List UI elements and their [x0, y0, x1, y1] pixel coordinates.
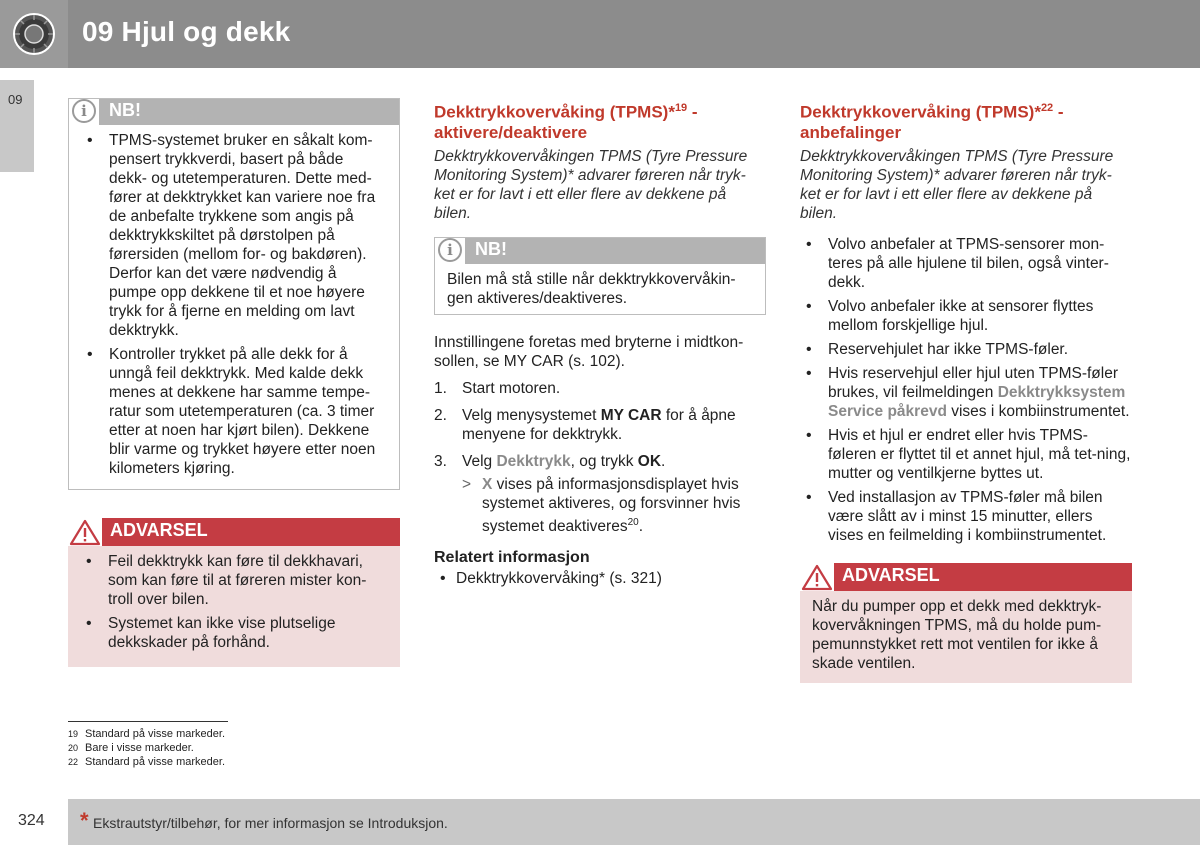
warning-body: [68, 546, 400, 667]
column-middle: [434, 98, 766, 593]
nb-note-box: [434, 237, 766, 315]
warning-title: ADVARSEL: [842, 564, 940, 585]
warning-box: [800, 563, 1132, 683]
footnote: 19 Standard på visse markeder.: [68, 728, 226, 740]
info-icon: i: [435, 238, 465, 264]
steps-list: [434, 379, 766, 471]
footnotes: [68, 727, 225, 769]
section-heading-activate: Dekktrykkovervåking (TPMS)*$^{19}$ - aktivere/deaktivere: [434, 102, 698, 142]
chapter-side-tab-number: 09: [8, 92, 23, 107]
info-icon: i: [69, 99, 99, 125]
recommendations-list: [800, 235, 1132, 545]
recommendation-item: • Volvo anbefaler ikke at sensorer flyttes mellom forskjellige hjul.: [800, 297, 1132, 335]
nb-note-body: [69, 125, 399, 489]
sub-step-result: > X vises på informasjonsdisplayet hvis systemet aktiveres, og forsvinner hvis systemet deaktiveres$^{20}$.: [462, 475, 741, 535]
warning-item: • Systemet kan ikke vise plutselige dekkskader på forhånd.: [80, 614, 386, 652]
related-info-link[interactable]: • Dekktrykkovervåking* (s. 321): [434, 569, 766, 588]
step-item: 1. Start motoren.: [434, 379, 561, 397]
page-number: 324: [18, 812, 45, 829]
footnote: 22 Standard på visse markeder.: [68, 756, 226, 768]
nb-note-header: [69, 99, 399, 125]
warning-header: [68, 518, 400, 546]
nb-note-item: • TPMS-systemet bruker en såkalt kom-pensert trykkverdi, basert på både dekk- og utetemperaturen. Dette med-fører at dekktrykket kan variere noe fra de anbefalte trykkene som angis på dekktrykkskiltet på dørstolpen på førersiden (mellom for- og bakdøren). Derfor kan det være nødvendig å pumpe opp dekkene til et noe høyere trykk for å fjerne en melding om lavt dekktrykk.: [81, 131, 385, 340]
warning-item: • Feil dekktrykk kan føre til dekkhavari, som kan føre til at føreren mister kon-troll over bilen.: [80, 552, 386, 609]
nb-note-box: [68, 98, 400, 490]
footer-note: Ekstrautstyr/tilbehør, for mer informasjon se Introduksjon.: [93, 815, 448, 831]
nb-note-item: • Kontroller trykket på alle dekk for å unngå feil dekktrykk. Med kalde dekk menes at dekkene har samme tempe-ratur som utetemperaturen (ca. 3 timer etter at noen har kjørt bilen). Dekkene blir varme og trykket høyere etter noen kilometers kjøring.: [81, 345, 385, 478]
footnote-divider: [68, 721, 228, 722]
nb-note-header: [435, 238, 765, 264]
settings-text: Innstillingene foretas med bryterne i midtkon-sollen, se MY CAR (s. 102).: [434, 333, 744, 370]
nb-note-title: NB!: [475, 238, 507, 259]
nb-note-title: NB!: [109, 100, 141, 120]
nb-note-text: Bilen må stå stille når dekktrykkovervåkin-gen aktiveres/deaktiveres.: [447, 270, 736, 307]
warning-header: [800, 563, 1132, 591]
column-left: [68, 98, 400, 667]
column-right: [800, 98, 1132, 683]
step-item: 3. Velg Dekktrykk, og trykk OK.: [434, 452, 666, 470]
warning-box: [68, 518, 400, 667]
related-info-heading: Relatert informasjon: [434, 548, 590, 566]
warning-triangle-icon: [68, 518, 102, 546]
recommendation-item: • Ved installasjon av TPMS-føler må bilen være slått av i minst 15 minutter, ellers vises en feilmelding i kombiinstrumentet.: [800, 488, 1132, 545]
recommendation-item: • Hvis reservehjul eller hjul uten TPMS-føler brukes, vil feilmeldingen Dekktrykksystem Service påkrevd vises i kombiinstrumentet.: [800, 364, 1132, 421]
footnote: 20 Bare i visse markeder.: [68, 742, 194, 754]
warning-triangle-icon: [800, 563, 834, 591]
section-intro: Dekktrykkovervåkingen TPMS (Tyre Pressure Monitoring System)* advarer føreren når tryk-ket er for lavt i ett eller flere av dekkene på bilen.: [800, 147, 1114, 222]
warning-title: ADVARSEL: [110, 520, 208, 540]
step-item: 2. Velg menysystemet MY CAR for å åpne menyene for dekktrykk.: [434, 406, 736, 443]
warning-text: Når du pumper opp et dekk med dekktryk-kovervåkningen TPMS, må du holde pum-pemunnstykket rett mot ventilen for ikke å skade ventilen.: [812, 597, 1102, 672]
recommendation-item: • Reservehjulet har ikke TPMS-føler.: [800, 340, 1132, 359]
recommendation-item: • Volvo anbefaler at TPMS-sensorer mon-teres på alle hjulene til bilen, også vinter-dekk.: [800, 235, 1132, 292]
tire-icon: [12, 12, 56, 56]
footer-star: *: [80, 808, 89, 833]
header-icon-area: [0, 0, 68, 68]
recommendation-item: • Hvis et hjul er endret eller hvis TPMS-føleren er flyttet til et annet hjul, må tet-ning, mutter og ventilkjerne byttes ut.: [800, 426, 1132, 483]
section-heading-recommendations: Dekktrykkovervåking (TPMS)*$^{22}$ - anbefalinger: [800, 102, 1064, 142]
chapter-title: 09 Hjul og dekk: [82, 16, 291, 47]
section-intro: Dekktrykkovervåkingen TPMS (Tyre Pressure Monitoring System)* advarer føreren når tryk-ket er for lavt i ett eller flere av dekkene på bilen.: [434, 147, 748, 222]
